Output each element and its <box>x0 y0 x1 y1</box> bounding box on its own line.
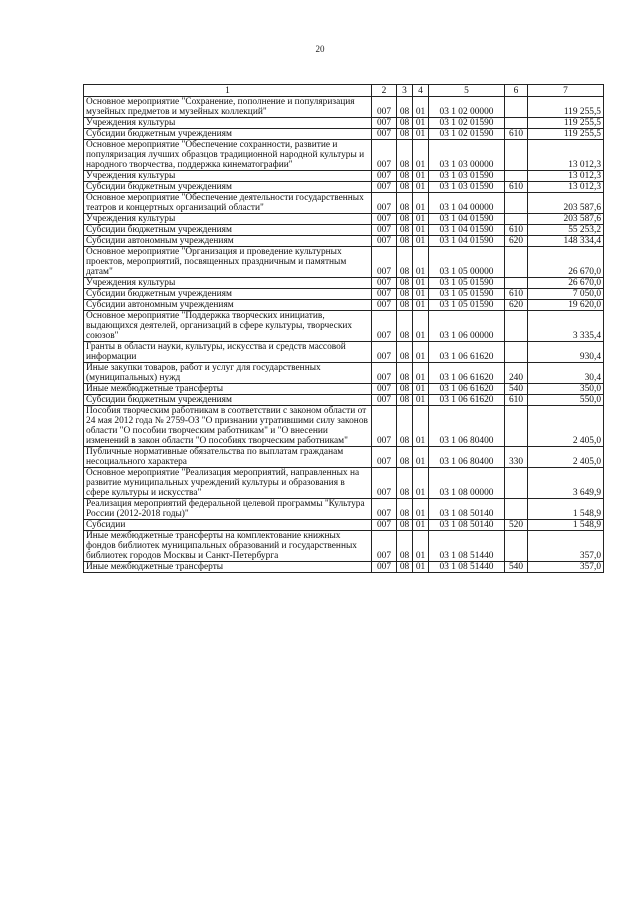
row-subsection-cell: 01 <box>413 247 429 278</box>
row-target-article-cell: 03 1 05 00000 <box>429 247 505 278</box>
row-admin-code-cell: 007 <box>372 520 397 531</box>
row-amount-cell: 1 548,9 <box>528 520 604 531</box>
row-target-article-cell: 03 1 06 00000 <box>429 311 505 342</box>
row-amount-cell: 1 548,9 <box>528 499 604 520</box>
row-expense-type-cell <box>505 193 528 214</box>
header-cell: 3 <box>397 85 413 97</box>
row-expense-type-cell: 610 <box>505 395 528 406</box>
row-amount-cell: 357,0 <box>528 562 604 573</box>
row-subsection-cell: 01 <box>413 395 429 406</box>
row-section-cell: 08 <box>397 531 413 562</box>
row-subsection-cell: 01 <box>413 406 429 447</box>
row-expense-type-cell: 520 <box>505 520 528 531</box>
row-admin-code-cell: 007 <box>372 406 397 447</box>
row-target-article-cell: 03 1 02 01590 <box>429 129 505 140</box>
row-amount-cell: 13 012,3 <box>528 182 604 193</box>
row-expense-type-cell: 610 <box>505 182 528 193</box>
table-row <box>84 278 604 289</box>
row-name-cell: Субсидии бюджетным учреждениям <box>84 182 372 193</box>
row-amount-cell: 26 670,0 <box>528 247 604 278</box>
row-amount-cell: 930,4 <box>528 342 604 363</box>
row-amount-cell: 3 649,9 <box>528 468 604 499</box>
row-section-cell: 08 <box>397 311 413 342</box>
row-target-article-cell: 03 1 08 50140 <box>429 499 505 520</box>
row-section-cell: 08 <box>397 289 413 300</box>
table-row <box>84 342 604 363</box>
row-subsection-cell: 01 <box>413 311 429 342</box>
row-expense-type-cell <box>505 311 528 342</box>
row-name-cell: Субсидии бюджетным учреждениям <box>84 289 372 300</box>
row-section-cell: 08 <box>397 182 413 193</box>
row-expense-type-cell: 610 <box>505 129 528 140</box>
row-admin-code-cell: 007 <box>372 447 397 468</box>
row-amount-cell: 19 620,0 <box>528 300 604 311</box>
row-amount-cell: 550,0 <box>528 395 604 406</box>
row-expense-type-cell <box>505 499 528 520</box>
row-admin-code-cell: 007 <box>372 214 397 225</box>
row-target-article-cell: 03 1 02 00000 <box>429 97 505 118</box>
row-section-cell: 08 <box>397 468 413 499</box>
row-name-cell: Основное мероприятие "Организация и проведение культурных проектов, мероприятий, посвященных праздничным и памятным датам" <box>84 247 372 278</box>
table-row <box>84 140 604 171</box>
table-row <box>84 384 604 395</box>
row-subsection-cell: 01 <box>413 342 429 363</box>
row-admin-code-cell: 007 <box>372 182 397 193</box>
row-section-cell: 08 <box>397 499 413 520</box>
table-row <box>84 311 604 342</box>
row-amount-cell: 119 255,5 <box>528 129 604 140</box>
row-section-cell: 08 <box>397 278 413 289</box>
header-cell: 7 <box>528 85 604 97</box>
row-section-cell: 08 <box>397 363 413 384</box>
row-subsection-cell: 01 <box>413 447 429 468</box>
row-expense-type-cell <box>505 406 528 447</box>
row-subsection-cell: 01 <box>413 214 429 225</box>
row-target-article-cell: 03 1 02 01590 <box>429 118 505 129</box>
row-section-cell: 08 <box>397 342 413 363</box>
row-target-article-cell: 03 1 05 01590 <box>429 300 505 311</box>
row-admin-code-cell: 007 <box>372 468 397 499</box>
row-name-cell: Субсидии бюджетным учреждениям <box>84 395 372 406</box>
row-subsection-cell: 01 <box>413 236 429 247</box>
row-section-cell: 08 <box>397 300 413 311</box>
row-subsection-cell: 01 <box>413 289 429 300</box>
row-admin-code-cell: 007 <box>372 531 397 562</box>
row-admin-code-cell: 007 <box>372 171 397 182</box>
row-amount-cell: 203 587,6 <box>528 193 604 214</box>
row-name-cell: Учреждения культуры <box>84 118 372 129</box>
row-name-cell: Публичные нормативные обязательства по выплатам гражданам несоциального характера <box>84 447 372 468</box>
table-row <box>84 129 604 140</box>
row-subsection-cell: 01 <box>413 140 429 171</box>
row-subsection-cell: 01 <box>413 384 429 395</box>
budget-table-body <box>84 85 604 573</box>
row-section-cell: 08 <box>397 193 413 214</box>
table-row <box>84 406 604 447</box>
row-subsection-cell: 01 <box>413 300 429 311</box>
row-expense-type-cell <box>505 118 528 129</box>
row-admin-code-cell: 007 <box>372 118 397 129</box>
row-admin-code-cell: 007 <box>372 363 397 384</box>
row-subsection-cell: 01 <box>413 363 429 384</box>
row-amount-cell: 30,4 <box>528 363 604 384</box>
row-amount-cell: 203 587,6 <box>528 214 604 225</box>
row-admin-code-cell: 007 <box>372 342 397 363</box>
row-section-cell: 08 <box>397 97 413 118</box>
row-amount-cell: 2 405,0 <box>528 406 604 447</box>
table-row <box>84 531 604 562</box>
row-target-article-cell: 03 1 05 01590 <box>429 278 505 289</box>
row-name-cell: Основное мероприятие "Сохранение, пополнение и популяризация музейных предметов и музейных коллекций" <box>84 97 372 118</box>
row-amount-cell: 148 334,4 <box>528 236 604 247</box>
row-expense-type-cell <box>505 214 528 225</box>
row-target-article-cell: 03 1 04 01590 <box>429 214 505 225</box>
row-amount-cell: 55 253,2 <box>528 225 604 236</box>
row-admin-code-cell: 007 <box>372 236 397 247</box>
row-name-cell: Субсидии бюджетным учреждениям <box>84 129 372 140</box>
row-target-article-cell: 03 1 03 00000 <box>429 140 505 171</box>
table-row <box>84 562 604 573</box>
row-name-cell: Пособия творческим работникам в соответствии с законом области от 24 мая 2012 года № 2759-ОЗ "О признании утратившими силу законов области "О пособии творческим работникам" и "О внесении изменений в закон области "О пособиях творческим работникам" <box>84 406 372 447</box>
row-subsection-cell: 01 <box>413 193 429 214</box>
row-name-cell: Субсидии автономным учреждениям <box>84 300 372 311</box>
row-amount-cell: 119 255,5 <box>528 97 604 118</box>
row-target-article-cell: 03 1 06 80400 <box>429 447 505 468</box>
row-section-cell: 08 <box>397 247 413 278</box>
row-expense-type-cell <box>505 247 528 278</box>
row-name-cell: Основное мероприятие "Реализация мероприятий, направленных на развитие муниципальных учреждений культуры и образования в сфере культуры и искусства" <box>84 468 372 499</box>
table-row <box>84 97 604 118</box>
row-section-cell: 08 <box>397 384 413 395</box>
row-name-cell: Основное мероприятие "Поддержка творческих инициатив, выдающихся деятелей, организаций в сфере культуры, творческих союзов" <box>84 311 372 342</box>
row-target-article-cell: 03 1 04 01590 <box>429 236 505 247</box>
row-subsection-cell: 01 <box>413 468 429 499</box>
row-expense-type-cell <box>505 531 528 562</box>
header-cell: 4 <box>413 85 429 97</box>
row-admin-code-cell: 007 <box>372 129 397 140</box>
table-row <box>84 182 604 193</box>
row-expense-type-cell: 610 <box>505 289 528 300</box>
row-subsection-cell: 01 <box>413 278 429 289</box>
row-subsection-cell: 01 <box>413 562 429 573</box>
row-name-cell: Иные межбюджетные трансферты на комплектование книжных фондов библиотек муниципальных образований и государственных библиотек городов Москвы и Санкт-Петербурга <box>84 531 372 562</box>
row-admin-code-cell: 007 <box>372 247 397 278</box>
header-cell: 5 <box>429 85 505 97</box>
row-target-article-cell: 03 1 06 61620 <box>429 363 505 384</box>
row-target-article-cell: 03 1 05 01590 <box>429 289 505 300</box>
row-admin-code-cell: 007 <box>372 97 397 118</box>
row-target-article-cell: 03 1 06 80400 <box>429 406 505 447</box>
table-row <box>84 171 604 182</box>
row-expense-type-cell <box>505 171 528 182</box>
row-name-cell: Субсидии автономным учреждениям <box>84 236 372 247</box>
row-amount-cell: 2 405,0 <box>528 447 604 468</box>
row-admin-code-cell: 007 <box>372 140 397 171</box>
row-section-cell: 08 <box>397 118 413 129</box>
row-amount-cell: 350,0 <box>528 384 604 395</box>
row-name-cell: Иные закупки товаров, работ и услуг для государственных (муниципальных) нужд <box>84 363 372 384</box>
row-name-cell: Учреждения культуры <box>84 214 372 225</box>
row-expense-type-cell: 610 <box>505 225 528 236</box>
page-number: 20 <box>315 44 325 54</box>
row-name-cell: Основное мероприятие "Обеспечение деятельности государственных театров и концертных организаций области" <box>84 193 372 214</box>
row-name-cell: Учреждения культуры <box>84 171 372 182</box>
row-name-cell: Гранты в области науки, культуры, искусства и средств массовой информации <box>84 342 372 363</box>
row-subsection-cell: 01 <box>413 97 429 118</box>
row-target-article-cell: 03 1 06 61620 <box>429 342 505 363</box>
row-target-article-cell: 03 1 08 50140 <box>429 520 505 531</box>
row-subsection-cell: 01 <box>413 225 429 236</box>
row-admin-code-cell: 007 <box>372 289 397 300</box>
table-row <box>84 193 604 214</box>
row-subsection-cell: 01 <box>413 171 429 182</box>
row-expense-type-cell: 540 <box>505 562 528 573</box>
row-section-cell: 08 <box>397 214 413 225</box>
table-row <box>84 214 604 225</box>
row-expense-type-cell <box>505 97 528 118</box>
row-section-cell: 08 <box>397 406 413 447</box>
row-amount-cell: 3 335,4 <box>528 311 604 342</box>
row-name-cell: Учреждения культуры <box>84 278 372 289</box>
row-admin-code-cell: 007 <box>372 193 397 214</box>
row-target-article-cell: 03 1 03 01590 <box>429 182 505 193</box>
row-target-article-cell: 03 1 06 61620 <box>429 395 505 406</box>
row-section-cell: 08 <box>397 225 413 236</box>
row-subsection-cell: 01 <box>413 531 429 562</box>
table-row <box>84 236 604 247</box>
row-name-cell: Реализация мероприятий федеральной целевой программы "Культура России (2012-2018 годы)" <box>84 499 372 520</box>
row-admin-code-cell: 007 <box>372 499 397 520</box>
row-target-article-cell: 03 1 06 61620 <box>429 384 505 395</box>
table-row <box>84 247 604 278</box>
row-admin-code-cell: 007 <box>372 225 397 236</box>
row-expense-type-cell: 620 <box>505 300 528 311</box>
table-row <box>84 289 604 300</box>
row-admin-code-cell: 007 <box>372 278 397 289</box>
row-target-article-cell: 03 1 03 01590 <box>429 171 505 182</box>
row-target-article-cell: 03 1 08 51440 <box>429 562 505 573</box>
row-amount-cell: 119 255,5 <box>528 118 604 129</box>
row-name-cell: Иные межбюджетные трансферты <box>84 384 372 395</box>
row-section-cell: 08 <box>397 447 413 468</box>
row-expense-type-cell: 620 <box>505 236 528 247</box>
table-row <box>84 520 604 531</box>
row-admin-code-cell: 007 <box>372 562 397 573</box>
row-expense-type-cell <box>505 140 528 171</box>
row-target-article-cell: 03 1 08 00000 <box>429 468 505 499</box>
table-row <box>84 468 604 499</box>
header-cell: 6 <box>505 85 528 97</box>
row-admin-code-cell: 007 <box>372 395 397 406</box>
header-cell: 1 <box>84 85 372 97</box>
row-subsection-cell: 01 <box>413 520 429 531</box>
row-expense-type-cell <box>505 278 528 289</box>
row-expense-type-cell <box>505 468 528 499</box>
table-row <box>84 300 604 311</box>
table-row <box>84 395 604 406</box>
row-amount-cell: 357,0 <box>528 531 604 562</box>
row-subsection-cell: 01 <box>413 118 429 129</box>
table-row <box>84 499 604 520</box>
row-target-article-cell: 03 1 04 01590 <box>429 225 505 236</box>
row-name-cell: Иные межбюджетные трансферты <box>84 562 372 573</box>
header-cell: 2 <box>372 85 397 97</box>
row-admin-code-cell: 007 <box>372 311 397 342</box>
row-amount-cell: 7 050,0 <box>528 289 604 300</box>
row-expense-type-cell <box>505 342 528 363</box>
row-subsection-cell: 01 <box>413 129 429 140</box>
row-admin-code-cell: 007 <box>372 300 397 311</box>
row-subsection-cell: 01 <box>413 499 429 520</box>
row-target-article-cell: 03 1 04 00000 <box>429 193 505 214</box>
budget-table <box>83 84 604 573</box>
row-section-cell: 08 <box>397 520 413 531</box>
row-section-cell: 08 <box>397 395 413 406</box>
row-amount-cell: 13 012,3 <box>528 140 604 171</box>
row-expense-type-cell: 330 <box>505 447 528 468</box>
table-row <box>84 447 604 468</box>
table-row <box>84 118 604 129</box>
row-amount-cell: 13 012,3 <box>528 171 604 182</box>
row-name-cell: Субсидии <box>84 520 372 531</box>
table-header-row <box>84 85 604 97</box>
row-amount-cell: 26 670,0 <box>528 278 604 289</box>
row-section-cell: 08 <box>397 129 413 140</box>
row-expense-type-cell: 240 <box>505 363 528 384</box>
row-section-cell: 08 <box>397 236 413 247</box>
row-name-cell: Основное мероприятие "Обеспечение сохранности, развитие и популяризация лучших образцов традиционной народной культуры и народного творчества, поддержка кинематографии" <box>84 140 372 171</box>
row-subsection-cell: 01 <box>413 182 429 193</box>
row-section-cell: 08 <box>397 562 413 573</box>
row-expense-type-cell: 540 <box>505 384 528 395</box>
row-target-article-cell: 03 1 08 51440 <box>429 531 505 562</box>
row-section-cell: 08 <box>397 140 413 171</box>
row-section-cell: 08 <box>397 171 413 182</box>
row-admin-code-cell: 007 <box>372 384 397 395</box>
table-row <box>84 363 604 384</box>
row-name-cell: Субсидии бюджетным учреждениям <box>84 225 372 236</box>
table-row <box>84 225 604 236</box>
